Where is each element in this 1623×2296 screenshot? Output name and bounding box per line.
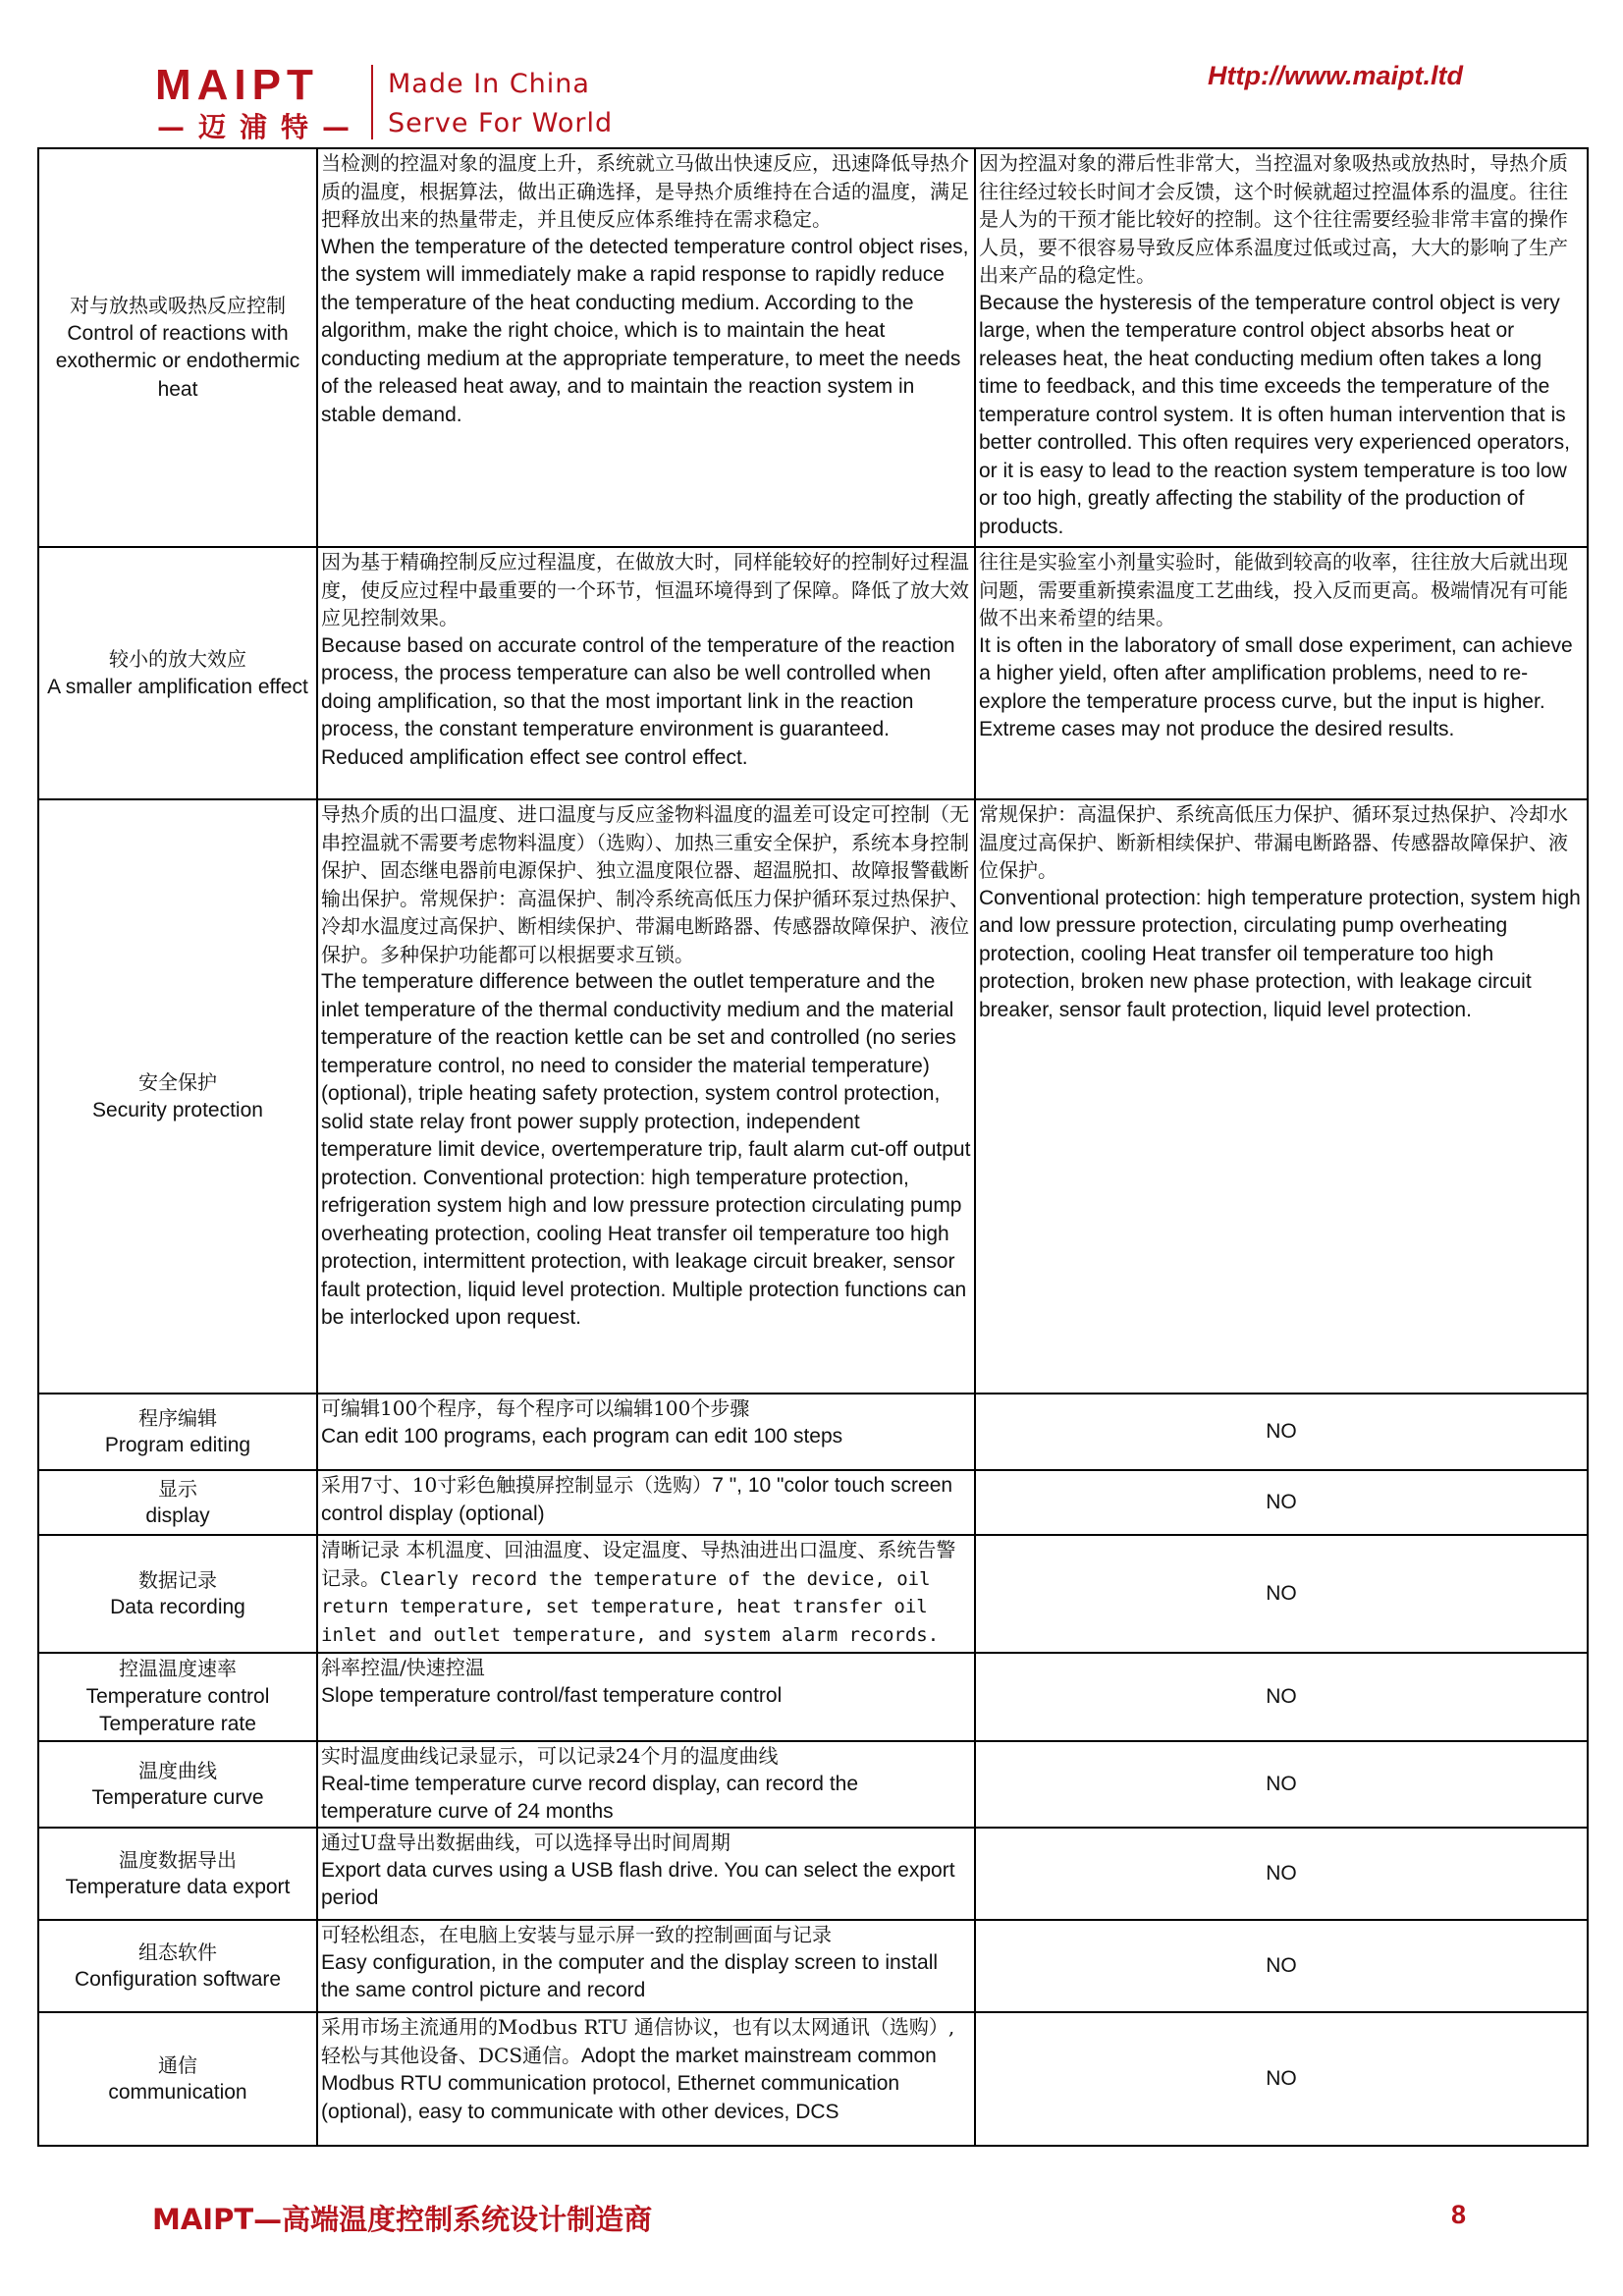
company-logo: MAIPT: [155, 61, 319, 109]
maipt-feature-cell: 可编辑100个程序，每个程序可以编辑100个步骤 Can edit 100 programs, each program can edit 100 steps: [317, 1394, 975, 1470]
table-row: [38, 148, 1588, 547]
no-label: NO: [1266, 2067, 1297, 2090]
no-label: NO: [1266, 1420, 1297, 1443]
no-label: NO: [1266, 1773, 1297, 1795]
comparison-cell: [975, 1828, 1588, 1920]
maipt-feature-cell: 因为基于精确控制反应过程温度，在做放大时，同样能较好的控制好过程温度，使反应过程中最重要的一个环节，恒温环境得到了保障。降低了放大效应见控制效果。 Because based on accurate control of the temperature of the reaction process, the process temperature can also be well controlled when doing amplification, so that the most important link in the reaction process, the constant temperature environment is guaranteed. Reduced amplification effect see control effect.: [317, 547, 975, 799]
comparison-cell: [975, 1470, 1588, 1535]
page-header: [0, 0, 1623, 147]
row-label: 温度数据导出 Temperature data export: [38, 1828, 317, 1920]
row-label: 对与放热或吸热反应控制 Control of reactions with exothermic or endothermic heat: [38, 148, 317, 547]
comparison-cell: 因为控温对象的滞后性非常大，当控温对象吸热或放热时，导热介质往往经过较长时间才会反馈，这个时候就超过控温体系的温度。往往是人为的干预才能比较好的控制。这个往往需要经验非常丰富的操作人员，要不很容易导致反应体系温度过低或过高，大大的影响了生产出来产品的稳定性。 Because the hysteresis of the temperature control object is very large, when the temperature control object absorbs heat or releases heat, the heat conducting medium often takes a long time to feedback, and this time exceeds the temperature of the temperature control system. It is often human intervention that is better controlled. This often requires very experienced operators, or it is easy to lead to the reaction system temperature is too low or too high, greatly affecting the stability of the production of products.: [975, 148, 1588, 547]
no-label: NO: [1266, 1954, 1297, 1977]
maipt-feature-cell: 斜率控温/快速控温 Slope temperature control/fast temperature control: [317, 1653, 975, 1741]
maipt-feature-cell: 导热介质的出口温度、进口温度与反应釜物料温度的温差可设定可控制（无串控温就不需要考虑物料温度）（选购）、加热三重安全保护，系统本身控制保护、固态继电器前电源保护、独立温度限位器、超温脱扣、故障报警截断输出保护。常规保护：高温保护、制冷系统高低压力保护循环泵过热保护、冷却水温度过高保护、断相续保护、带漏电断路器、传感器故障保护、液位保护。多种保护功能都可以根据要求互锁。 The temperature difference between the outlet temperature and the inlet temperature of the thermal conductivity medium and the material temperature of the reaction kettle can be set and controlled (no series temperature control, no need to consider the material temperature) (optional), triple heating safety protection, system control protection, solid state relay front power supply protection, independent temperature limit device, overtemperature trip, fault alarm cut-off output protection. Conventional protection: high temperature protection, refrigeration system high and low pressure protection circulating pump overheating protection, cooling Heat transfer oil temperature too high protection, intermittent protection, with leakage circuit breaker, sensor fault protection, liquid level protection. Multiple protection functions can be interlocked upon request.: [317, 799, 975, 1394]
maipt-feature-cell: 实时温度曲线记录显示，可以记录24个月的温度曲线 Real-time temperature curve record display, can record the temperature curve of 24 months: [317, 1741, 975, 1828]
row-label: 安全保护 Security protection: [38, 799, 317, 1394]
company-logo-cn: —迈浦特—: [157, 111, 364, 143]
slogan-made-in-china: Made In China: [388, 69, 590, 99]
table-row: [38, 1470, 1588, 1535]
no-label: NO: [1266, 1685, 1297, 1708]
comparison-cell: [975, 1741, 1588, 1828]
maipt-feature-cell: 通过U盘导出数据曲线，可以选择导出时间周期 Export data curves using a USB flash drive. You can select the export period: [317, 1828, 975, 1920]
row-label: 温度曲线 Temperature curve: [38, 1741, 317, 1828]
comparison-cell: [975, 1394, 1588, 1470]
comparison-cell: [975, 1920, 1588, 2012]
table-row: [38, 1920, 1588, 2012]
no-label: NO: [1266, 1862, 1297, 1885]
comparison-cell: 往往是实验室小剂量实验时，能做到较高的收率，往往放大后就出现问题，需要重新摸索温度工艺曲线，投入反而更高。极端情况有可能做不出来希望的结果。 It is often in the laboratory of small dose experiment, can achieve a higher yield, often after amplification problems, need to re-explore the temperature process curve, but the input is higher. Extreme cases may not produce the desired results.: [975, 547, 1588, 799]
no-label: NO: [1266, 1491, 1297, 1513]
comparison-cell: [975, 2012, 1588, 2146]
row-label: 显示 display: [38, 1470, 317, 1535]
table-row: [38, 1653, 1588, 1741]
page-number: 8: [1451, 2200, 1467, 2229]
website-link[interactable]: Http://www.maipt.ltd: [1208, 61, 1463, 90]
table-row: [38, 799, 1588, 1394]
comparison-cell: [975, 1653, 1588, 1741]
row-label: 较小的放大效应 A smaller amplification effect: [38, 547, 317, 799]
row-label: 组态软件 Configuration software: [38, 1920, 317, 2012]
table-row: [38, 1535, 1588, 1653]
header-divider: [371, 65, 373, 139]
comparison-table: [37, 147, 1589, 2147]
row-label: 控温温度速率 Temperature control Temperature rate: [38, 1653, 317, 1741]
comparison-cell: [975, 1535, 1588, 1653]
maipt-feature-cell: 采用市场主流通用的Modbus RTU 通信协议，也有以太网通讯（选购）,轻松与其他设备、DCS通信。Adopt the market mainstream common Modbus RTU communication protocol, Ethernet communication (optional), easy to communicate with other devices, DCS: [317, 2012, 975, 2146]
table-row: [38, 1828, 1588, 1920]
row-label: 数据记录 Data recording: [38, 1535, 317, 1653]
maipt-feature-cell: 清晰记录 本机温度、回油温度、设定温度、导热油进出口温度、系统告警记录。Clearly record the temperature of the device, oil return temperature, set temperature, heat transfer oil inlet and outlet temperature, and system alarm records.: [317, 1535, 975, 1653]
table-row: [38, 547, 1588, 799]
table-row: [38, 2012, 1588, 2146]
comparison-cell: 常规保护：高温保护、系统高低压力保护、循环泵过热保护、冷却水温度过高保护、断新相续保护、带漏电断路器、传感器故障保护、液位保护。 Conventional protection: high temperature protection, system high and low pressure protection, circulating pump overheating protection, cooling Heat transfer oil temperature too high protection, broken new phase protection, with leakage circuit breaker, sensor fault protection, liquid level protection.: [975, 799, 1588, 1394]
maipt-feature-cell: 采用7寸、10寸彩色触摸屏控制显示（选购）7 ", 10 "color touch screen control display (optional): [317, 1470, 975, 1535]
footer-company: MAIPT—高端温度控制系统设计制造商: [152, 2203, 653, 2236]
table-row: [38, 1741, 1588, 1828]
row-label: 通信 communication: [38, 2012, 317, 2146]
maipt-feature-cell: 可轻松组态，在电脑上安装与显示屏一致的控制画面与记录 Easy configuration, in the computer and the display screen to install the same control picture and record: [317, 1920, 975, 2012]
table-row: [38, 1394, 1588, 1470]
no-label: NO: [1266, 1582, 1297, 1605]
slogan-serve-for-world: Serve For World: [388, 108, 614, 138]
maipt-feature-cell: 当检测的控温对象的温度上升，系统就立马做出快速反应，迅速降低导热介质的温度，根据算法，做出正确选择，是导热介质维持在合适的温度，满足把释放出来的热量带走，并且使反应体系维持在需求稳定。 When the temperature of the detected temperature control object rises, the system will immediately make a rapid response to rapidly reduce the temperature of the heat conducting medium. According to the algorithm, make the right choice, which is to maintain the heat conducting medium at the appropriate temperature, to meet the needs of the released heat away, and to maintain the reaction system in stable demand.: [317, 148, 975, 547]
row-label: 程序编辑 Program editing: [38, 1394, 317, 1470]
